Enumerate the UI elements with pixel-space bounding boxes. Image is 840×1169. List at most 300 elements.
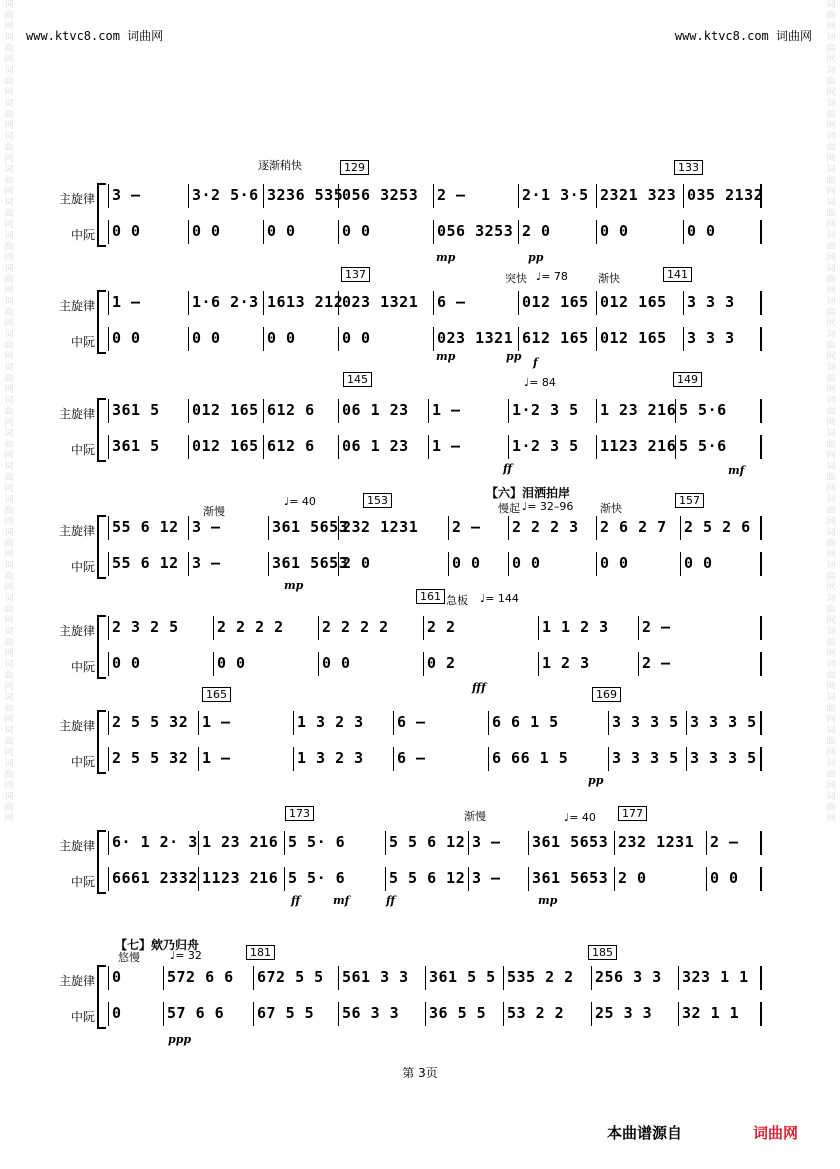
melody-measure: 056 3253 xyxy=(342,186,419,204)
tempo-mark: ♩= 40 xyxy=(564,811,596,824)
system-bracket xyxy=(97,830,106,894)
ruan-measure: 1 – xyxy=(202,749,231,767)
tempo-mark: 逐渐稍快 xyxy=(258,159,302,172)
barline xyxy=(488,747,489,771)
dynamic-mark: mp xyxy=(436,350,456,363)
barline xyxy=(188,220,189,244)
score-system xyxy=(0,373,840,498)
barline xyxy=(188,435,189,459)
dynamic-mark: ff xyxy=(503,462,513,475)
ruan-measure: 2 0 xyxy=(522,222,551,240)
barline xyxy=(428,399,429,423)
melody-measure: 3236 535 xyxy=(267,186,344,204)
dynamic-mark: pp xyxy=(506,350,522,363)
ruan-measure: 1123 216 xyxy=(600,437,677,455)
ruan-measure: 6 66 1 5 xyxy=(492,749,569,767)
melody-measure: 2 2 2 2 xyxy=(322,618,389,636)
barline xyxy=(683,220,684,244)
barline xyxy=(268,516,269,540)
ruan-measure: 0 0 xyxy=(217,654,246,672)
barline xyxy=(760,1002,762,1026)
barline xyxy=(393,711,394,735)
barline xyxy=(213,652,214,676)
melody-measure: 3 – xyxy=(112,186,141,204)
melody-measure: 2 – xyxy=(437,186,466,204)
barline xyxy=(293,711,294,735)
melody-staff xyxy=(108,183,766,209)
barline xyxy=(108,516,109,540)
dynamic-mark: mp xyxy=(284,579,304,592)
melody-measure: 2·1 3·5 xyxy=(522,186,589,204)
system-bracket xyxy=(97,710,106,774)
ruan-part-label: 中阮 xyxy=(70,875,95,889)
melody-measure: 232 1231 xyxy=(342,518,419,536)
melody-part-label: 主旋律 xyxy=(58,624,95,638)
barline xyxy=(263,184,264,208)
barline xyxy=(508,552,509,576)
barline xyxy=(596,220,597,244)
tempo-mark: ♩= 40 xyxy=(284,495,316,508)
melody-measure: 1 – xyxy=(202,713,231,731)
ruan-measure: 0 0 xyxy=(112,654,141,672)
melody-measure: 6 – xyxy=(397,713,426,731)
barline xyxy=(284,831,285,855)
dynamic-mark: ff xyxy=(291,894,301,907)
melody-measure: 2 5 5 32 xyxy=(112,713,189,731)
melody-staff xyxy=(108,710,766,736)
ruan-measure: 023 1321 xyxy=(437,329,514,347)
barline xyxy=(163,966,164,990)
barline xyxy=(760,399,762,423)
barline xyxy=(596,399,597,423)
system-bracket xyxy=(97,183,106,247)
barline xyxy=(760,616,762,640)
ruan-staff xyxy=(108,866,766,892)
system-bracket xyxy=(97,290,106,354)
barline xyxy=(518,184,519,208)
measure-number: 181 xyxy=(246,945,275,960)
barline xyxy=(706,867,707,891)
barline xyxy=(188,327,189,351)
ruan-part-label: 中阮 xyxy=(70,335,95,349)
ruan-measure: 612 6 xyxy=(267,437,315,455)
section-title: 【七】欸乃归舟 xyxy=(115,938,200,952)
barline xyxy=(108,652,109,676)
barline xyxy=(268,552,269,576)
ruan-part-label: 中阮 xyxy=(70,660,95,674)
barline xyxy=(338,220,339,244)
melody-measure: 572 6 6 xyxy=(167,968,234,986)
measure-number: 153 xyxy=(363,493,392,508)
source-brand-link[interactable]: 词曲网 xyxy=(753,1124,799,1142)
system-bracket xyxy=(97,965,106,1029)
ruan-measure: 3 – xyxy=(192,554,221,572)
barline xyxy=(760,220,762,244)
barline xyxy=(108,867,109,891)
ruan-measure: 6661 2332 xyxy=(112,869,198,887)
barline xyxy=(596,327,597,351)
tempo-mark: 急板 xyxy=(446,594,468,607)
barline xyxy=(425,1002,426,1026)
barline xyxy=(198,831,199,855)
barline xyxy=(528,867,529,891)
ruan-measure: 06 1 23 xyxy=(342,437,409,455)
barline xyxy=(108,220,109,244)
ruan-measure: 0 0 xyxy=(192,222,221,240)
barline xyxy=(188,516,189,540)
melody-measure: 1 1 2 3 xyxy=(542,618,609,636)
melody-measure: 012 165 xyxy=(192,401,259,419)
dynamic-mark: fff xyxy=(472,681,486,694)
ruan-staff xyxy=(108,551,766,577)
barline xyxy=(528,831,529,855)
measure-number: 173 xyxy=(285,806,314,821)
barline xyxy=(503,966,504,990)
barline xyxy=(284,867,285,891)
melody-staff xyxy=(108,398,766,424)
barline xyxy=(428,435,429,459)
barline xyxy=(686,711,687,735)
ruan-measure: 3 3 3 5 xyxy=(612,749,679,767)
melody-measure: 2 – xyxy=(710,833,739,851)
ruan-part-label: 中阮 xyxy=(70,443,95,457)
side-watermark-left: 词曲网词曲网词曲网词曲网词曲网词曲网词曲网词曲网词曲网词曲网词曲网词曲网词曲网词曲网词曲网词曲网词曲网词曲网词曲网词曲网词曲网词曲网词曲网词曲网词曲网 xyxy=(4,0,14,824)
barline xyxy=(433,327,434,351)
measure-number: 177 xyxy=(618,806,647,821)
ruan-staff xyxy=(108,326,766,352)
ruan-measure: 2 0 xyxy=(342,554,371,572)
melody-measure: 6 6 1 5 xyxy=(492,713,559,731)
ruan-staff xyxy=(108,651,766,677)
ruan-measure: 0 0 xyxy=(687,222,716,240)
melody-measure: 5 5·6 xyxy=(679,401,727,419)
melody-measure: 3·2 5·6 xyxy=(192,186,259,204)
score-system xyxy=(0,938,840,1065)
melody-part-label: 主旋律 xyxy=(58,974,95,988)
score-system xyxy=(0,807,840,930)
ruan-measure: 056 3253 xyxy=(437,222,514,240)
melody-measure: 1·2 3 5 xyxy=(512,401,579,419)
barline xyxy=(596,552,597,576)
ruan-measure: 012 165 xyxy=(192,437,259,455)
barline xyxy=(263,327,264,351)
melody-measure: 3 3 3 5 xyxy=(690,713,757,731)
ruan-measure: 56 3 3 xyxy=(342,1004,400,1022)
score-system xyxy=(0,590,840,715)
barline xyxy=(503,1002,504,1026)
barline xyxy=(433,184,434,208)
dynamic-mark: mf xyxy=(333,894,350,907)
ruan-measure: 0 0 xyxy=(512,554,541,572)
melody-measure: 1 – xyxy=(112,293,141,311)
ruan-part-label: 中阮 xyxy=(70,755,95,769)
measure-number: 137 xyxy=(341,267,370,282)
barline xyxy=(760,652,762,676)
barline xyxy=(683,291,684,315)
ruan-staff xyxy=(108,1001,766,1027)
ruan-measure: 67 5 5 xyxy=(257,1004,315,1022)
barline xyxy=(198,747,199,771)
melody-measure: 3 – xyxy=(472,833,501,851)
melody-measure: 361 5653 xyxy=(272,518,349,536)
ruan-measure: 1·2 3 5 xyxy=(512,437,579,455)
barline xyxy=(468,831,469,855)
barline xyxy=(385,867,386,891)
barline xyxy=(108,291,109,315)
ruan-measure: 1 3 2 3 xyxy=(297,749,364,767)
dynamic-mark: pp xyxy=(588,774,604,787)
melody-measure: 023 1321 xyxy=(342,293,419,311)
melody-part-label: 主旋律 xyxy=(58,839,95,853)
barline xyxy=(108,966,109,990)
barline xyxy=(638,652,639,676)
barline xyxy=(188,552,189,576)
barline xyxy=(433,291,434,315)
melody-measure: 612 6 xyxy=(267,401,315,419)
melody-measure: 1·6 2·3 xyxy=(192,293,259,311)
barline xyxy=(338,966,339,990)
melody-measure: 361 5653 xyxy=(532,833,609,851)
barline xyxy=(293,747,294,771)
barline xyxy=(108,184,109,208)
melody-measure: 06 1 23 xyxy=(342,401,409,419)
barline xyxy=(488,711,489,735)
barline xyxy=(678,966,679,990)
barline xyxy=(638,616,639,640)
barline xyxy=(518,291,519,315)
measure-number: 141 xyxy=(663,267,692,282)
measure-number: 157 xyxy=(675,493,704,508)
barline xyxy=(338,327,339,351)
barline xyxy=(596,184,597,208)
barline xyxy=(263,291,264,315)
barline xyxy=(198,867,199,891)
melody-measure: 2 6 2 7 xyxy=(600,518,667,536)
ruan-measure: 0 0 xyxy=(112,329,141,347)
header-url-left[interactable]: www.ktvc8.com 词曲网 xyxy=(26,29,164,43)
ruan-measure: 1123 216 xyxy=(202,869,279,887)
barline xyxy=(614,867,615,891)
tempo-mark: 突快 xyxy=(505,272,527,285)
section-title: 【六】泪洒拍岸 xyxy=(486,486,571,500)
melody-measure: 1 – xyxy=(432,401,461,419)
melody-measure: 0 xyxy=(112,968,122,986)
side-watermark-right: 词曲网词曲网词曲网词曲网词曲网词曲网词曲网词曲网词曲网词曲网词曲网词曲网词曲网词曲网词曲网词曲网词曲网词曲网词曲网词曲网词曲网词曲网词曲网词曲网词曲网 xyxy=(826,0,836,824)
ruan-measure: 32 1 1 xyxy=(682,1004,740,1022)
system-bracket xyxy=(97,398,106,462)
measure-number: 169 xyxy=(592,687,621,702)
barline xyxy=(678,1002,679,1026)
melody-measure: 3 – xyxy=(192,518,221,536)
melody-part-label: 主旋律 xyxy=(58,299,95,313)
barline xyxy=(686,747,687,771)
barline xyxy=(433,220,434,244)
tempo-mark: 悠慢 xyxy=(118,951,140,964)
header-url-right[interactable]: www.ktvc8.com 词曲网 xyxy=(674,29,812,43)
barline xyxy=(596,435,597,459)
melody-measure: 2 – xyxy=(642,618,671,636)
barline xyxy=(108,552,109,576)
melody-measure: 5 5· 6 xyxy=(288,833,346,851)
barline xyxy=(425,966,426,990)
barline xyxy=(263,399,264,423)
barline xyxy=(608,747,609,771)
barline xyxy=(108,1002,109,1026)
barline xyxy=(108,399,109,423)
barline xyxy=(468,867,469,891)
barline xyxy=(683,327,684,351)
barline xyxy=(518,220,519,244)
ruan-staff xyxy=(108,434,766,460)
ruan-measure: 25 3 3 xyxy=(595,1004,653,1022)
barline xyxy=(760,867,762,891)
barline xyxy=(760,435,762,459)
barline xyxy=(198,711,199,735)
barline xyxy=(680,552,681,576)
tempo-mark: 渐慢 xyxy=(203,505,225,518)
tempo-mark: 渐慢 xyxy=(464,810,486,823)
ruan-measure: 0 0 xyxy=(600,554,629,572)
melody-measure: 1 23 216 xyxy=(600,401,677,419)
tempo-mark: ♩= 32 xyxy=(170,949,202,962)
barline xyxy=(253,966,254,990)
ruan-measure: 361 5 xyxy=(112,437,160,455)
melody-measure: 232 1231 xyxy=(618,833,695,851)
barline xyxy=(591,966,592,990)
ruan-measure: 0 0 xyxy=(452,554,481,572)
tempo-mark: ♩= 84 xyxy=(524,376,556,389)
barline xyxy=(706,831,707,855)
ruan-measure: 361 5653 xyxy=(532,869,609,887)
melody-measure: 2321 323 xyxy=(600,186,677,204)
barline xyxy=(108,747,109,771)
barline xyxy=(608,711,609,735)
melody-measure: 035 2132 xyxy=(687,186,764,204)
measure-number: 149 xyxy=(673,372,702,387)
melody-staff xyxy=(108,615,766,641)
barline xyxy=(338,435,339,459)
barline xyxy=(683,184,684,208)
ruan-part-label: 中阮 xyxy=(70,228,95,242)
source-label: 本曲谱源自 xyxy=(607,1124,683,1142)
ruan-measure: 36 5 5 xyxy=(429,1004,487,1022)
ruan-measure: 0 0 xyxy=(267,222,296,240)
barline xyxy=(188,399,189,423)
ruan-measure: 0 0 xyxy=(192,329,221,347)
melody-measure: 6 – xyxy=(437,293,466,311)
barline xyxy=(188,184,189,208)
ruan-measure: 2 0 xyxy=(618,869,647,887)
ruan-measure: 57 6 6 xyxy=(167,1004,225,1022)
ruan-measure: 0 0 xyxy=(684,554,713,572)
melody-measure: 2 5 2 6 xyxy=(684,518,751,536)
barline xyxy=(338,1002,339,1026)
ruan-measure: 2 5 5 32 xyxy=(112,749,189,767)
barline xyxy=(448,516,449,540)
melody-measure: 012 165 xyxy=(522,293,589,311)
barline xyxy=(508,516,509,540)
melody-measure: 672 5 5 xyxy=(257,968,324,986)
melody-measure: 1613 212 xyxy=(267,293,344,311)
system-bracket xyxy=(97,515,106,579)
ruan-measure: 2 – xyxy=(642,654,671,672)
melody-staff xyxy=(108,830,766,856)
ruan-part-label: 中阮 xyxy=(70,1010,95,1024)
ruan-staff xyxy=(108,746,766,772)
tempo-mark: 渐快 xyxy=(598,272,620,285)
melody-part-label: 主旋律 xyxy=(58,524,95,538)
melody-measure: 012 165 xyxy=(600,293,667,311)
barline xyxy=(108,435,109,459)
ruan-measure: 012 165 xyxy=(600,329,667,347)
melody-measure: 6· 1 2· 3 xyxy=(112,833,198,851)
barline xyxy=(614,831,615,855)
barline xyxy=(760,831,762,855)
barline xyxy=(263,435,264,459)
tempo-mark: ♩= 32–96 xyxy=(522,500,574,513)
barline xyxy=(318,616,319,640)
barline xyxy=(760,516,762,540)
melody-measure: 1 23 216 xyxy=(202,833,279,851)
page-number: 第 3页 xyxy=(402,1066,438,1080)
melody-measure: 2 – xyxy=(452,518,481,536)
barline xyxy=(423,616,424,640)
melody-measure: 535 2 2 xyxy=(507,968,574,986)
dynamic-mark: mp xyxy=(538,894,558,907)
tempo-mark: ♩= 144 xyxy=(480,592,519,605)
score-system xyxy=(0,268,840,390)
barline xyxy=(518,327,519,351)
ruan-measure: 5 5 6 12 xyxy=(389,869,466,887)
melody-measure: 2 2 2 3 xyxy=(512,518,579,536)
ruan-measure: 612 165 xyxy=(522,329,589,347)
measure-number: 145 xyxy=(343,372,372,387)
ruan-part-label: 中阮 xyxy=(70,560,95,574)
score-system xyxy=(0,688,840,810)
ruan-measure: 6 – xyxy=(397,749,426,767)
measure-number: 133 xyxy=(674,160,703,175)
dynamic-mark: ff xyxy=(386,894,396,907)
measure-number: 161 xyxy=(416,589,445,604)
melody-measure: 3 3 3 5 xyxy=(612,713,679,731)
ruan-measure: 361 5653 xyxy=(272,554,349,572)
ruan-measure: 3 – xyxy=(472,869,501,887)
barline xyxy=(538,616,539,640)
ruan-measure: 1 2 3 xyxy=(542,654,590,672)
barline xyxy=(448,552,449,576)
tempo-mark: 渐快 xyxy=(600,502,622,515)
barline xyxy=(760,711,762,735)
barline xyxy=(680,516,681,540)
barline xyxy=(213,616,214,640)
measure-number: 129 xyxy=(340,160,369,175)
tempo-mark: 慢起 xyxy=(498,502,520,515)
ruan-measure: 5 5· 6 xyxy=(288,869,346,887)
barline xyxy=(760,327,762,351)
ruan-measure: 0 0 xyxy=(322,654,351,672)
barline xyxy=(163,1002,164,1026)
barline xyxy=(508,399,509,423)
ruan-measure: 0 0 xyxy=(112,222,141,240)
melody-measure: 3 3 3 xyxy=(687,293,735,311)
barline xyxy=(108,327,109,351)
melody-measure: 5 5 6 12 xyxy=(389,833,466,851)
barline xyxy=(108,711,109,735)
barline xyxy=(318,652,319,676)
melody-measure: 2 2 2 2 xyxy=(217,618,284,636)
barline xyxy=(508,435,509,459)
melody-part-label: 主旋律 xyxy=(58,192,95,206)
